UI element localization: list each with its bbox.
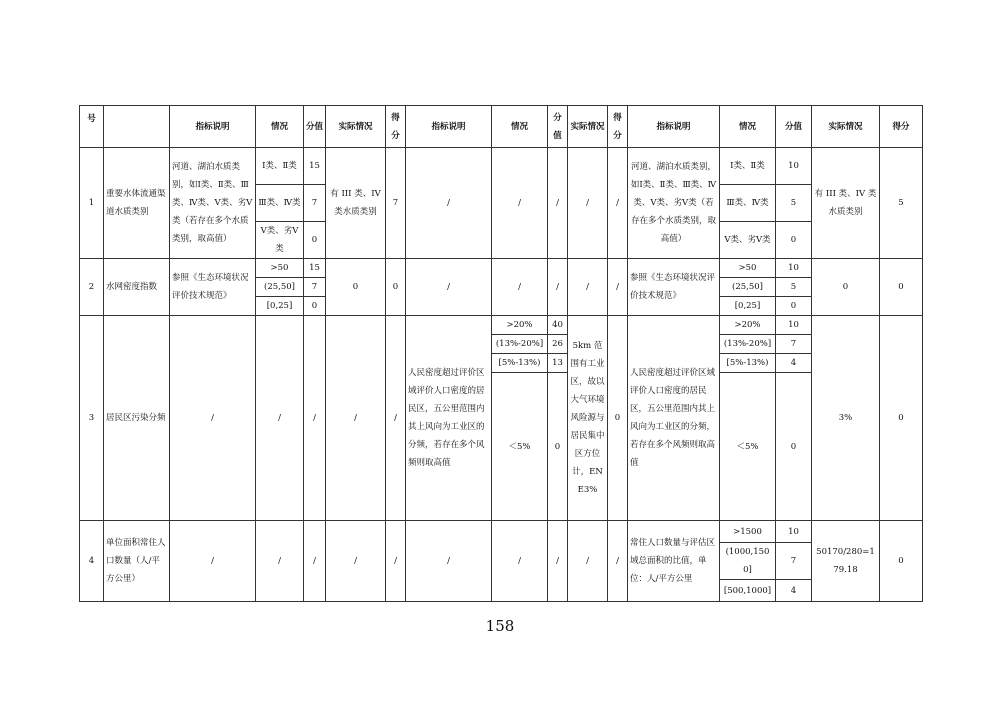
row-index: 3 — [80, 316, 104, 521]
indicator-desc-1: / — [170, 521, 256, 602]
indicator-name: 水网密度指数 — [104, 259, 170, 316]
case-cell: Ⅲ类、Ⅳ类 — [256, 185, 304, 222]
actual-cell: / — [568, 259, 608, 316]
page-number: 158 — [485, 617, 515, 635]
actual-cell: / — [326, 316, 386, 521]
table-row — [80, 148, 923, 185]
header-actual-1: 实际情况 — [326, 106, 386, 148]
case-cell: >20% — [720, 316, 776, 335]
actual-cell: / — [568, 148, 608, 259]
score-cell: 5 — [776, 185, 812, 222]
score-cell: 10 — [776, 148, 812, 185]
header-score-1: 分值 — [304, 106, 326, 148]
case-cell: Ⅲ类、Ⅳ类 — [720, 185, 776, 222]
actual-cell: 50170/280=179.18 — [812, 521, 880, 602]
score-cell: 15 — [304, 259, 326, 278]
indicator-desc-3: 参照《生态环境状况评价技术规范》 — [628, 259, 720, 316]
got-cell: 0 — [880, 316, 923, 521]
got-cell: 5 — [880, 148, 923, 259]
case-cell: (13%-20%] — [720, 335, 776, 354]
header-case-2: 情况 — [492, 106, 548, 148]
case-cell: >50 — [256, 259, 304, 278]
header-score-2: 分值 — [548, 106, 568, 148]
header-blank — [104, 106, 170, 148]
score-cell: 5 — [776, 278, 812, 297]
indicator-desc-1: 参照《生态环境状况评价技术规范》 — [170, 259, 256, 316]
case-cell: >50 — [720, 259, 776, 278]
header-got-1: 得分 — [386, 106, 406, 148]
got-cell: / — [608, 259, 628, 316]
actual-cell: / — [326, 521, 386, 602]
got-cell: 7 — [386, 148, 406, 259]
score-cell: 10 — [776, 521, 812, 543]
case-cell: / — [256, 521, 304, 602]
score-cell: 0 — [548, 373, 568, 521]
case-cell: [5%-13%) — [720, 354, 776, 373]
got-cell: / — [608, 148, 628, 259]
score-cell: 4 — [776, 354, 812, 373]
table-row — [80, 521, 923, 543]
score-cell: 4 — [776, 580, 812, 602]
case-cell: ＜5% — [720, 373, 776, 521]
score-cell: 7 — [304, 185, 326, 222]
row-index: 1 — [80, 148, 104, 259]
score-cell: / — [304, 521, 326, 602]
table-row — [80, 316, 923, 335]
actual-cell: 0 — [812, 259, 880, 316]
header-case-3: 情况 — [720, 106, 776, 148]
case-cell: Ⅰ类、Ⅱ类 — [256, 148, 304, 185]
got-cell: 0 — [880, 259, 923, 316]
case-cell: Ⅴ类、劣Ⅴ类 — [256, 222, 304, 259]
indicator-desc-1: / — [170, 316, 256, 521]
indicator-desc-2: / — [406, 259, 492, 316]
got-cell: 0 — [880, 521, 923, 602]
case-cell: / — [492, 259, 548, 316]
actual-cell: / — [568, 521, 608, 602]
case-cell: / — [492, 521, 548, 602]
score-cell: / — [304, 316, 326, 521]
score-cell: 40 — [548, 316, 568, 335]
indicator-name: 单位面积常住人口数量（人/平方公里） — [104, 521, 170, 602]
score-cell: / — [548, 521, 568, 602]
score-cell: 15 — [304, 148, 326, 185]
indicator-desc-2: / — [406, 521, 492, 602]
header-desc-2: 指标说明 — [406, 106, 492, 148]
indicator-desc-2: 人民密度超过评价区域评价人口密度的居民区，五公里范围内其上风向为工业区的分频，若存在多个风频则取高值 — [406, 316, 492, 521]
got-cell: / — [386, 316, 406, 521]
actual-cell: 有 III 类、IV 类水质类别 — [812, 148, 880, 259]
score-cell: / — [548, 148, 568, 259]
score-cell: 0 — [776, 297, 812, 316]
actual-cell: 5km 范围有工业区，故以大气环境风险源与居民集中区方位计，ENE3% — [568, 316, 608, 521]
indicator-desc-2: / — [406, 148, 492, 259]
header-desc-3: 指标说明 — [628, 106, 720, 148]
got-cell: 0 — [386, 259, 406, 316]
case-cell: / — [492, 148, 548, 259]
case-cell: [500,1000] — [720, 580, 776, 602]
header-got-3: 得分 — [880, 106, 923, 148]
score-cell: 10 — [776, 316, 812, 335]
indicator-desc-3: 人民密度超过评价区域评价人口密度的居民区，五公里范围内其上风向为工业区的分频，若存在多个风频则取高值 — [628, 316, 720, 521]
table-header-row — [80, 106, 923, 148]
indicator-name: 居民区污染分频 — [104, 316, 170, 521]
evaluation-table — [79, 105, 923, 602]
case-cell: (13%-20%] — [492, 335, 548, 354]
indicator-name: 重要水体流通渠道水质类别 — [104, 148, 170, 259]
score-cell: 0 — [304, 297, 326, 316]
header-case-1: 情况 — [256, 106, 304, 148]
score-cell: 0 — [776, 373, 812, 521]
score-cell: 0 — [776, 222, 812, 259]
score-cell: 26 — [548, 335, 568, 354]
table-row — [80, 259, 923, 278]
case-cell: [0,25] — [256, 297, 304, 316]
indicator-desc-3: 河道、湖泊水质类别，如Ⅰ类、Ⅱ类、Ⅲ类、Ⅳ类、Ⅴ类、劣Ⅴ类（若存在多个水质类别，取高值） — [628, 148, 720, 259]
header-desc-1: 指标说明 — [170, 106, 256, 148]
case-cell: >20% — [492, 316, 548, 335]
got-cell: / — [386, 521, 406, 602]
header-got-2: 得分 — [608, 106, 628, 148]
header-actual-2: 实际情况 — [568, 106, 608, 148]
score-cell: 13 — [548, 354, 568, 373]
header-score-3: 分值 — [776, 106, 812, 148]
score-cell: 7 — [304, 278, 326, 297]
score-cell: 7 — [776, 335, 812, 354]
actual-cell: 3% — [812, 316, 880, 521]
indicator-desc-1: 河道、湖泊水质类别，如Ⅰ类、Ⅱ类、Ⅲ类、Ⅳ类、Ⅴ类、劣Ⅴ类（若存在多个水质类别，取高值） — [170, 148, 256, 259]
score-cell: 7 — [776, 543, 812, 580]
actual-cell: 0 — [326, 259, 386, 316]
row-index: 4 — [80, 521, 104, 602]
case-cell: ＜5% — [492, 373, 548, 521]
case-cell: [0,25] — [720, 297, 776, 316]
actual-cell: 有 III 类、IV 类水质类别 — [326, 148, 386, 259]
case-cell: (25,50] — [256, 278, 304, 297]
case-cell: Ⅴ类、劣Ⅴ类 — [720, 222, 776, 259]
case-cell: (1000,1500] — [720, 543, 776, 580]
score-cell: / — [548, 259, 568, 316]
indicator-desc-3: 常住人口数量与评估区域总面积的比值，单位：人/平方公里 — [628, 521, 720, 602]
score-cell: 0 — [304, 222, 326, 259]
case-cell: / — [256, 316, 304, 521]
got-cell: 0 — [608, 316, 628, 521]
header-index: 号 — [80, 106, 104, 148]
header-actual-3: 实际情况 — [812, 106, 880, 148]
row-index: 2 — [80, 259, 104, 316]
case-cell: Ⅰ类、Ⅱ类 — [720, 148, 776, 185]
case-cell: (25,50] — [720, 278, 776, 297]
case-cell: [5%-13%) — [492, 354, 548, 373]
got-cell: / — [608, 521, 628, 602]
score-cell: 10 — [776, 259, 812, 278]
case-cell: >1500 — [720, 521, 776, 543]
